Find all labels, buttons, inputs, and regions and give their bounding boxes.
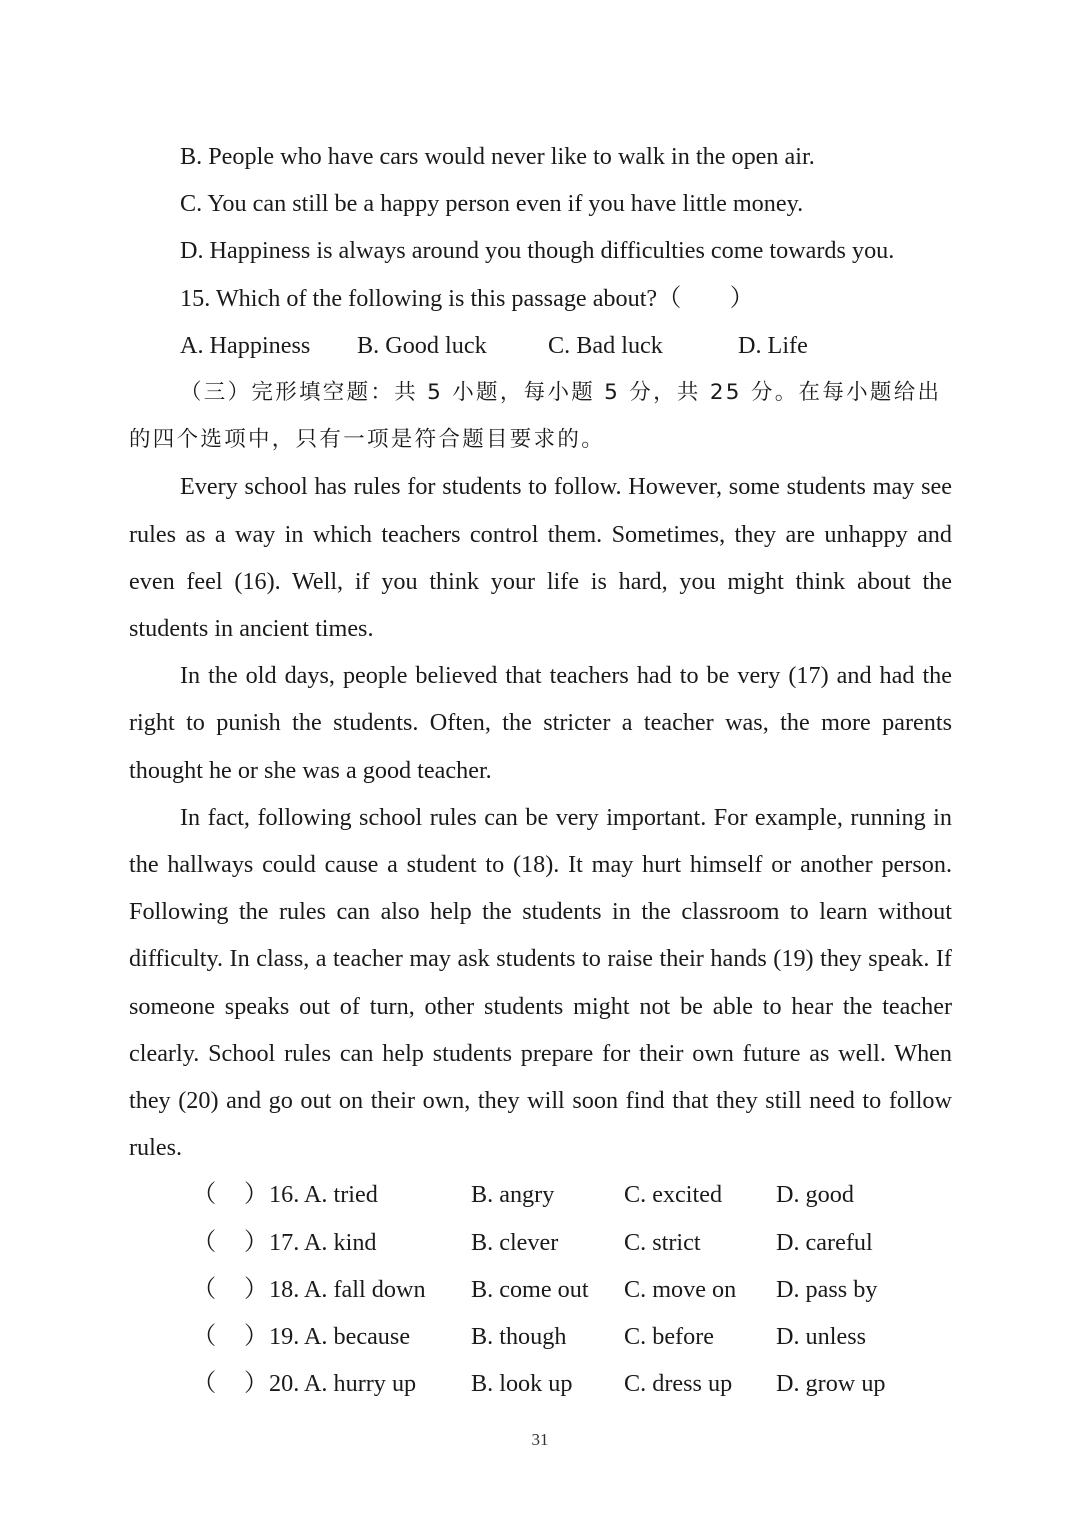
- answer-blank-open: （: [192, 1275, 217, 1303]
- passage-paragraph-2: In the old days, people believed that teachers had to be very (17) and had the right to punish the students. Often, the stricter a teacher was, the more parents thought he or she was a good teacher.: [129, 662, 952, 784]
- answer-blank-open: （: [192, 1370, 217, 1398]
- option-b: B. angry: [471, 1181, 555, 1209]
- option-b: B. clever: [471, 1228, 559, 1256]
- option-d: D. good: [776, 1181, 854, 1209]
- answer-blank-open: （: [192, 1322, 217, 1350]
- option-b: B. though: [471, 1322, 567, 1350]
- answer-blank-close: ）: [244, 1370, 269, 1398]
- option-c: C. before: [624, 1322, 714, 1350]
- cloze-question-18: [129, 1266, 952, 1313]
- answer-blank-close: ）: [244, 1228, 269, 1256]
- q15-option-b: B. Good luck: [357, 331, 487, 359]
- passage-paragraph-1: Every school has rules for students to follow. However, some students may see rules as a way in which teachers control them. Sometimes, they are unhappy and even feel (16). Well, if you think your life is hard, you might think about the students in ancient times.: [129, 473, 952, 642]
- q15-options: [129, 322, 952, 369]
- cloze-question-16: [129, 1171, 952, 1218]
- answer-blank-close: ）: [244, 1275, 269, 1303]
- section3-instructions-line1: （三）完形填空题：共 5 小题，每小题 5 分，共 25 分。在每小题给出: [180, 379, 942, 405]
- page-number: 31: [531, 1430, 549, 1449]
- option-a: 17. A. kind: [269, 1228, 377, 1256]
- q15-option-d: D. Life: [738, 331, 808, 359]
- option-a: 19. A. because: [269, 1322, 411, 1350]
- option-d: D. unless: [776, 1322, 867, 1350]
- q15-option-a: A. Happiness: [180, 331, 311, 359]
- option-b: B. look up: [471, 1370, 573, 1398]
- q15-question: 15. Which of the following is this passage about?（ ）: [180, 284, 754, 312]
- answer-blank-open: （: [192, 1181, 217, 1209]
- option-a: 16. A. tried: [269, 1181, 378, 1209]
- option-c: C. dress up: [624, 1370, 733, 1398]
- option-d: D. grow up: [776, 1370, 886, 1398]
- answer-blank-open: （: [192, 1228, 217, 1256]
- option-c: C. strict: [624, 1228, 701, 1256]
- answer-blank-close: ）: [244, 1181, 269, 1209]
- option-c: C. excited: [624, 1181, 723, 1209]
- passage-paragraph-3: In fact, following school rules can be very important. For example, running in the hallways could cause a student to (18). It may hurt himself or another person. Following the rules can also help the students in the classroom to learn without difficulty. In class, a teacher may ask students to raise their hands (19) they speak. If someone speaks out of turn, other students might not be able to hear the teacher clearly. School rules can help students prepare for their own future as well. When they (20) and go out on their own, they will soon find that they still need to follow rules.: [129, 803, 952, 1162]
- q14-option-c: C. You can still be a happy person even if you have little money.: [180, 190, 804, 218]
- cloze-question-17: [129, 1219, 952, 1266]
- option-a: 18. A. fall down: [269, 1275, 426, 1303]
- q14-option-d: D. Happiness is always around you though difficulties come towards you.: [180, 237, 895, 265]
- option-a: 20. A. hurry up: [269, 1370, 417, 1398]
- answer-blank-close: ）: [244, 1322, 269, 1350]
- option-c: C. move on: [624, 1275, 737, 1303]
- exam-page: [129, 133, 952, 1407]
- q14-option-b: B. People who have cars would never like to walk in the open air.: [180, 143, 815, 170]
- q15-option-c: C. Bad luck: [548, 331, 663, 359]
- cloze-question-19: [129, 1313, 952, 1360]
- option-d: D. careful: [776, 1228, 873, 1256]
- cloze-question-20: [129, 1360, 952, 1407]
- option-d: D. pass by: [776, 1275, 878, 1303]
- section3-instructions-line2: 的四个选项中，只有一项是符合题目要求的。: [129, 427, 606, 453]
- option-b: B. come out: [471, 1275, 589, 1303]
